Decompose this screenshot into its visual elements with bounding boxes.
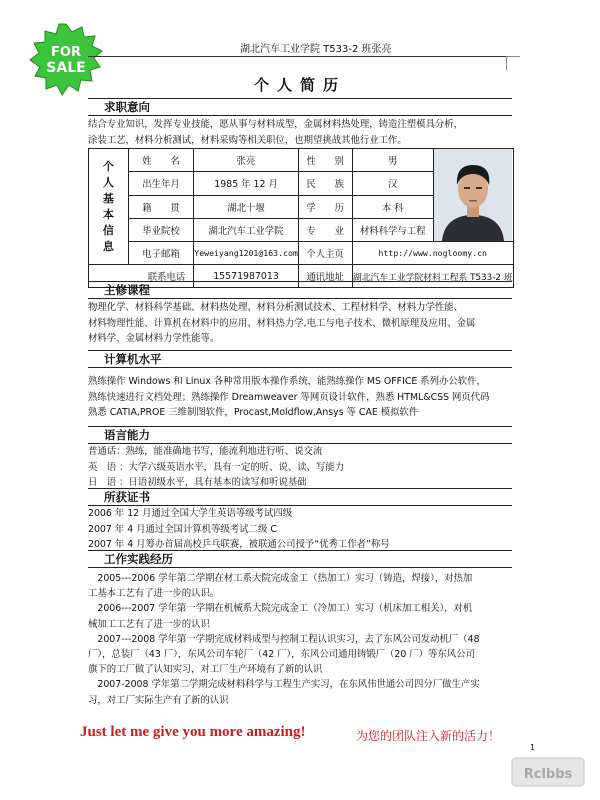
language-line: 英 语 ：大学六级英语水平，具有一定的听、说、读、写能力 [88,461,345,473]
courses-line: 物理化学、材料科学基础、材料热处理、材料分析测试技术、工程材料学、材料力学性能、 [88,302,464,313]
computer-line: 熟练快速进行文档处理；熟练操作 Dreamweaver 等网页设计软件，熟悉 HTML&CSS 网页代码 [88,391,490,403]
ethnic-value: 汉 [352,172,433,195]
major-value: 材料科学与工程 [352,218,433,241]
objective-line: 结合专业知识，发挥专业技能，愿从事与材料成型，金属材料热处理，铸造注塑模具分析， [88,119,464,130]
computer-line: 熟练操作 Windows 和 Linux 各种常用版本操作系统，能熟练操作 MS OFFICE 系列办公软件， [88,376,486,387]
major-label: 专 业 [298,218,352,241]
computer-line: 熟悉 CATIA,PROE 三维制图软件，Procast,Moldflow,Ansys 等 CAE 模拟软件 [88,407,419,418]
page-number: 1 [530,743,536,752]
courses-line: 材料物理性能、计算机在材料中的应用、材料热力学,电工与电子技术、微机原理及应用、金属 [88,317,476,329]
ethnic-label: 民 族 [298,172,352,195]
gender-value: 男 [352,149,433,172]
section-computer-heading: 计算机水平 [88,352,512,368]
practice-line: 厂），总装厂（43 厂），东风公司车轮厂（42 厂），东风公司通用铸锻厂（20 厂）等东风公司 [88,649,475,661]
email-value: Yeweiyang1201@163.com [194,242,299,265]
certificate-line: 2006 年 12 月通过全国大学生英语等级考试四级 [88,508,293,519]
origin-label: 籍 贯 [128,195,194,218]
corner-mark [506,56,520,70]
email-label: 电子邮箱 [128,242,194,265]
basic-info-table [88,148,514,288]
gender-label: 性 别 [298,149,352,172]
page-header: 湖北汽车工业学院 T533-2 班张亮 [240,44,392,55]
homepage-value: http://www.nogloomy.cn [352,242,513,265]
section-practice-heading: 工作实践经历 [88,552,512,568]
practice-line: 2005---2006 学年第二学期在材工系大院完成金工（热加工）实习（铸造，焊接），对热加 [88,573,473,584]
slogan-chinese: 为您的团队注入新的活力！ [356,729,501,743]
watermark-text: Rclbbs [523,767,573,782]
courses-text [88,300,514,347]
practice-line: 旗下的工厂做了认知实习，对工厂生产环境有了新的认识 [88,664,323,676]
certificates-text [88,506,514,553]
birth-label: 出生年月 [128,172,194,195]
birth-value: 1985 年 12 月 [194,172,299,195]
practice-line: 械加工工艺有了进一步的认识 [88,618,210,630]
photo-cell [433,149,513,242]
practice-line: 2007-2008 学年第二学期完成材料科学与工程生产实习，在东风伟世通公司四分厂做生产实 [88,679,480,691]
sticker-line2: SALE [46,60,86,76]
sticker-line1: FOR [51,45,81,60]
phone-label: 联系电话 [89,265,194,288]
certificate-line: 2007 年 4 月筹办首届高校乒乓联赛，被联通公司授予“优秀工作者”称号 [88,539,390,550]
homepage-label: 个人主页 [298,242,352,265]
practice-line: 2007---2008 学年第一学期完成材料成型与控制工程认识实习，去了东风公司发动机厂（48 [88,633,480,645]
origin-value: 湖北十堰 [194,195,299,218]
name-label: 姓 名 [128,149,194,172]
header-rule [88,56,508,57]
language-line: 普通话：熟练，能准确地书写，能流利地进行听、说交流 [88,446,323,457]
practice-line: 2006---2007 学年第一学期在机械系大院完成金工（冷加工）实习（机床加工相关），对机 [88,603,473,615]
section-objective-heading: 求职意向 [88,100,512,116]
degree-label: 学 历 [298,195,352,218]
name-value: 张亮 [194,149,299,172]
school-label: 毕业院校 [128,218,194,241]
address-label: 通讯地址 [298,265,352,288]
objective-line: 涂装工艺，材料分析测试，材料采购等相关职位，也期望挑战其他行业工作。 [88,134,407,146]
courses-line: 材料学、金属材料力学性能等。 [88,333,220,344]
practice-line: 工基本工艺有了进一步的认识。 [88,588,220,600]
watermark-logo [508,752,588,792]
phone-value: 15571987013 [194,265,299,288]
objective-text [88,117,514,148]
practice-text [88,571,514,708]
section-language-heading: 语言能力 [88,428,512,444]
degree-value: 本 科 [352,195,433,218]
basic-info-side-label: 个 人 基 本 信 息 [89,149,129,265]
section-courses-heading: 主修课程 [88,283,512,299]
certificate-line: 2007 年 4 月通过全国计算机等级考试二级 C [88,523,277,535]
address-value: 湖北汽车工业学院材料工程系 T533-2 班 [352,265,513,288]
section-certificates-heading: 所获证书 [88,490,512,506]
page-title: 个人简历 [253,76,346,94]
language-text [88,444,514,491]
slogan-english: Just let me give you more amazing! [80,724,306,740]
practice-line: 习，对工厂实际生产有了新的认识 [88,694,229,706]
profile-photo [434,149,512,241]
computer-text [88,374,514,421]
language-line: 日 语 ：日语初级水平，具有基本的读写和听说基础 [88,477,307,488]
school-value: 湖北汽车工业学院 [194,218,299,241]
